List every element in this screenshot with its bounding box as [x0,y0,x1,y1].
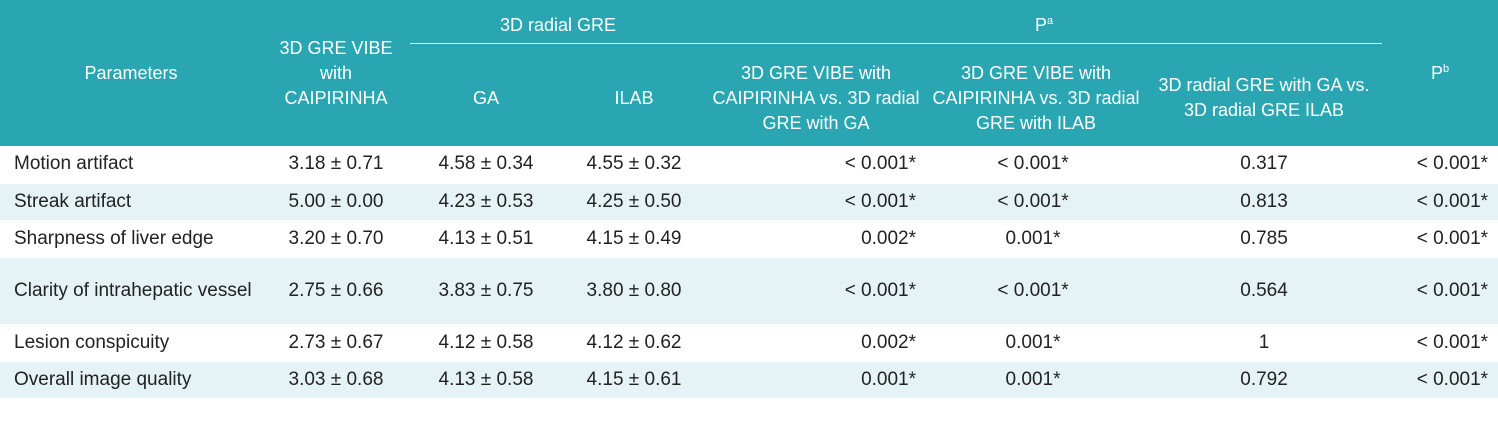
cell-p3: 0.813 [1146,183,1382,220]
header-vibe: 3D GRE VIBE with CAIPIRINHA [262,0,410,146]
header-row-top [0,0,1498,50]
cell-p3: 0.564 [1146,257,1382,324]
cell-p3: 0.792 [1146,361,1382,398]
header-pa-group [706,0,1382,50]
cell-pb: < 0.001* [1382,257,1498,324]
header-pb-sup: b [1442,62,1450,75]
table-row [0,324,1498,361]
row-parameter: Streak artifact [0,183,262,220]
cell-pb: < 0.001* [1382,361,1498,398]
row-parameter: Sharpness of liver edge [0,220,262,257]
cell-p2: < 0.001* [926,146,1146,183]
header-radial-group: 3D radial GRE [410,0,706,50]
cell-pb: < 0.001* [1382,183,1498,220]
cell-p2: < 0.001* [926,257,1146,324]
cell-ilab: 3.80 ± 0.80 [562,257,706,324]
header-pb [1382,0,1498,146]
header-pa-col-2: 3D GRE VIBE with CAIPIRINHA vs. 3D radial GRE with ILAB [926,50,1146,146]
cell-ga: 4.13 ± 0.51 [410,220,562,257]
cell-vibe: 3.03 ± 0.68 [262,361,410,398]
row-parameter: Lesion conspicuity [0,324,262,361]
row-parameter: Overall image quality [0,361,262,398]
cell-ilab: 4.55 ± 0.32 [562,146,706,183]
header-pa-label: P [1034,14,1047,35]
cell-ilab: 4.12 ± 0.62 [562,324,706,361]
row-parameter: Clarity of intrahepatic vessel [0,257,262,324]
table-row [0,361,1498,398]
cell-vibe: 2.75 ± 0.66 [262,257,410,324]
cell-p1: 0.001* [706,361,926,398]
header-pa-sup: a [1046,14,1054,27]
row-parameter: Motion artifact [0,146,262,183]
cell-p2: 0.001* [926,361,1146,398]
header-pa-col-3: 3D radial GRE with GA vs. 3D radial GRE ILAB [1146,50,1382,146]
cell-ga: 4.12 ± 0.58 [410,324,562,361]
cell-p2: 0.001* [926,220,1146,257]
cell-ga: 4.58 ± 0.34 [410,146,562,183]
header-pa-col-1: 3D GRE VIBE with CAIPIRINHA vs. 3D radial GRE with GA [706,50,926,146]
cell-p2: < 0.001* [926,183,1146,220]
cell-ga: 4.13 ± 0.58 [410,361,562,398]
cell-p3: 0.317 [1146,146,1382,183]
cell-ga: 4.23 ± 0.53 [410,183,562,220]
cell-vibe: 2.73 ± 0.67 [262,324,410,361]
cell-p1: < 0.001* [706,257,926,324]
cell-p1: < 0.001* [706,183,926,220]
table-row [0,220,1498,257]
header-ga: GA [410,50,562,146]
cell-ilab: 4.15 ± 0.61 [562,361,706,398]
cell-p1: < 0.001* [706,146,926,183]
cell-vibe: 3.18 ± 0.71 [262,146,410,183]
header-parameters: Parameters [0,0,262,146]
cell-pb: < 0.001* [1382,220,1498,257]
cell-vibe: 5.00 ± 0.00 [262,183,410,220]
cell-p1: 0.002* [706,220,926,257]
table-row [0,183,1498,220]
table-row [0,257,1498,324]
cell-p3: 0.785 [1146,220,1382,257]
cell-ilab: 4.15 ± 0.49 [562,220,706,257]
header-pb-label: P [1430,62,1443,83]
cell-pb: < 0.001* [1382,146,1498,183]
cell-ilab: 4.25 ± 0.50 [562,183,706,220]
table-row [0,146,1498,183]
cell-pb: < 0.001* [1382,324,1498,361]
header-ilab: ILAB [562,50,706,146]
cell-p3: 1 [1146,324,1382,361]
cell-p1: 0.002* [706,324,926,361]
cell-vibe: 3.20 ± 0.70 [262,220,410,257]
cell-ga: 3.83 ± 0.75 [410,257,562,324]
cell-p2: 0.001* [926,324,1146,361]
